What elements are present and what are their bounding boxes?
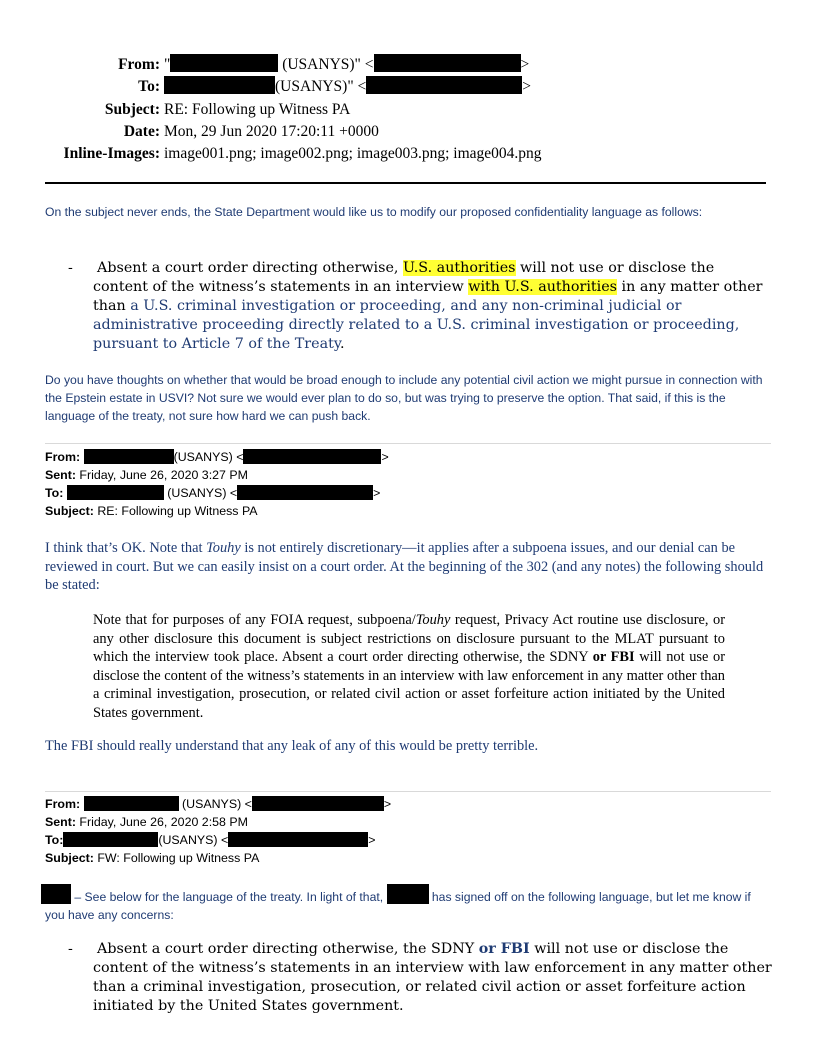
highlighted-text: with U.S. authorities	[468, 279, 618, 295]
redaction	[228, 832, 368, 847]
header-from-row	[0, 54, 816, 76]
bracket-end: >	[373, 486, 381, 500]
from-value: (USANYS) <	[178, 797, 252, 811]
paragraph-text: I think that’s OK. Note that	[45, 540, 207, 556]
subject-value: RE: Following up Witness PA	[93, 504, 258, 518]
header-to-value: (USANYS)" <	[275, 78, 367, 96]
bullet-text: in any matter other than	[93, 279, 763, 314]
paragraph-text: – See below for the language of the treaty. In light of that,	[71, 890, 387, 904]
message-paragraph-1: On the subject never ends, the State Department would like us to modify our proposed confidentiality language as follows:	[45, 205, 703, 219]
sent-value: Friday, June 26, 2020 3:27 PM	[75, 468, 248, 482]
redaction	[164, 76, 275, 94]
email-separator	[45, 791, 771, 792]
forwarded-subject-row	[45, 502, 389, 520]
redaction	[170, 54, 278, 72]
message-paragraph-3	[45, 539, 773, 595]
redaction	[41, 884, 71, 904]
header-inline-images-label: Inline-Images:	[63, 145, 160, 163]
quote-text: will not use or disclose the content of the witness’s statements in an interview with law enforcement in any matter other than a criminal investigation, prosecution, or related civil action or asset forfeiture action initiated by the United States government.	[93, 649, 725, 721]
redaction	[387, 884, 429, 904]
redaction	[366, 76, 522, 94]
bracket-end: >	[383, 797, 392, 811]
bullet-dash: -	[68, 260, 73, 276]
bold-insertion: or FBI	[592, 649, 635, 665]
from-value: (USANYS) <	[173, 450, 244, 464]
forwarded-from-row	[45, 795, 391, 813]
bullet-text: will not use or disclose the content of the witness’s statements in an interview with law enforcement in any matter other than a criminal investigation, prosecution, or related civil action or asset forfeiture action initiated by the United States government.	[93, 941, 772, 1014]
italic-term: Touhy	[206, 540, 241, 556]
forwarded-header-2	[45, 795, 391, 867]
quoted-notice	[93, 611, 725, 722]
sent-label: Sent:	[45, 468, 76, 482]
from-label: From:	[45, 450, 81, 464]
header-subject-row	[0, 99, 816, 121]
message-paragraph-5	[45, 884, 773, 924]
italic-term: Touhy	[415, 612, 451, 628]
subject-value: FW: Following up Witness PA	[93, 851, 260, 865]
proposed-language-bullet-2	[68, 940, 773, 1016]
header-from-value: (USANYS)" <	[278, 56, 374, 73]
email-header	[0, 54, 816, 165]
header-subject-value: RE: Following up Witness PA	[164, 100, 351, 118]
bullet-text: will not use or disclose the content of the witness’s statements in an interview	[93, 260, 715, 295]
sent-label: Sent:	[45, 815, 76, 829]
to-label: To:	[45, 486, 64, 500]
redaction	[63, 832, 158, 847]
to-value: (USANYS) <	[158, 833, 229, 847]
header-date-row	[0, 121, 816, 143]
from-label: From:	[45, 797, 81, 811]
quote-text: request, Privacy Act routine use disclosure, or any other disclosure this document is subject restrictions on disclosure pursuant to the MLAT pursuant to which the interview took place. Absent a court order directing otherwise, the SDNY	[93, 612, 725, 665]
bullet-dash: -	[68, 941, 73, 957]
header-date-value: Mon, 29 Jun 2020 17:20:11 +0000	[164, 122, 379, 140]
header-date-label: Date:	[123, 122, 160, 140]
bracket-end: >	[381, 450, 389, 464]
paragraph-text: is not entirely discretionary—it applies after a subpoena issues, and our denial can be reviewed in court. But we can easily insist on a court order. At the beginning of the 302 (and any notes) the following should be stated:	[45, 540, 764, 593]
redaction	[84, 449, 174, 464]
header-from-label: From:	[118, 56, 160, 73]
header-inline-images-row	[0, 143, 816, 165]
highlighted-text: U.S. authorities	[403, 260, 516, 276]
bold-insertion: or FBI	[478, 941, 530, 957]
forwarded-from-row	[45, 448, 389, 466]
redaction	[84, 796, 179, 811]
bracket-end: >	[368, 833, 376, 847]
bullet-text: Absent a court order directing otherwise,	[97, 260, 404, 276]
header-to-label: To:	[138, 78, 160, 96]
bullet-text: .	[340, 336, 345, 352]
subject-label: Subject:	[45, 851, 94, 865]
forwarded-to-row	[45, 484, 389, 502]
header-from-quote: "	[164, 56, 171, 73]
quote-text: Note that for purposes of any FOIA request, subpoena/	[93, 612, 416, 628]
proposed-language-bullet-1	[68, 259, 773, 354]
header-inline-images-value: image001.png; image002.png; image003.png; image004.png	[164, 145, 542, 163]
redaction	[237, 485, 373, 500]
header-to-end: >	[522, 78, 532, 96]
inserted-text: a U.S. criminal investigation or proceeding, and any non-criminal judicial or administrative proceeding directly related to a U.S. criminal investigation or proceeding, pursuant to Article 7 of the Treaty	[93, 298, 740, 352]
message-paragraph-2: Do you have thoughts on whether that would be broad enough to include any potential civil action we might pursue in connection with the Epstein estate in USVI? Not sure we would ever plan to do so, but was trying to preserve the option. That said, if this is the language of the treaty, not sure how hard we can push back.	[45, 373, 763, 423]
paragraph-text: has signed off on the following language, but let me know if you have any concerns:	[45, 890, 751, 922]
message-paragraph-4: The FBI should really understand that any leak of any of this would be pretty terrible.	[45, 738, 539, 754]
subject-label: Subject:	[45, 504, 94, 518]
forwarded-sent-row	[45, 466, 389, 484]
header-to-row	[0, 76, 816, 98]
redaction	[252, 796, 384, 811]
header-subject-label: Subject:	[104, 100, 160, 118]
sent-value: Friday, June 26, 2020 2:58 PM	[75, 815, 248, 829]
redaction	[67, 485, 164, 500]
header-divider	[45, 182, 766, 184]
to-value: (USANYS) <	[163, 486, 238, 500]
header-from-end: >	[520, 56, 530, 73]
forwarded-sent-row	[45, 813, 391, 831]
to-label: To:	[45, 833, 64, 847]
forwarded-header-1	[45, 448, 389, 520]
forwarded-to-row	[45, 831, 391, 849]
email-separator	[45, 443, 771, 444]
redaction	[243, 449, 381, 464]
redaction	[374, 54, 521, 72]
forwarded-subject-row	[45, 849, 391, 867]
bullet-text: Absent a court order directing otherwise, the SDNY	[97, 941, 479, 957]
